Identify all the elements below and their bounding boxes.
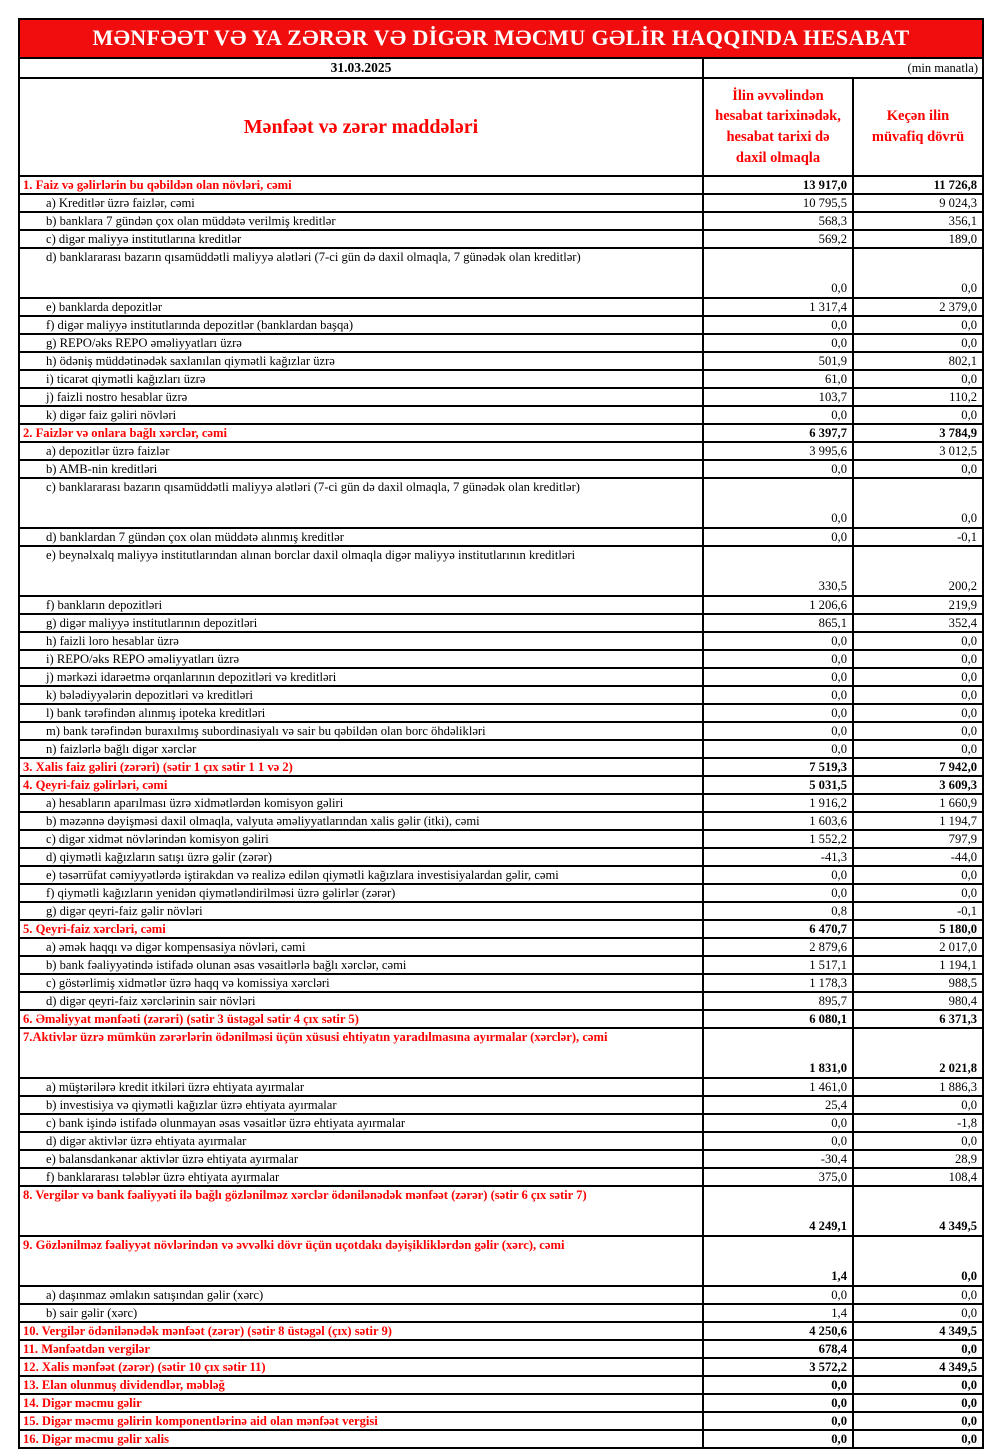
row-value-current-period: 0,0 bbox=[703, 316, 853, 334]
row-value-current-period: 6 080,1 bbox=[703, 1010, 853, 1028]
table-row bbox=[19, 1168, 983, 1186]
table-row bbox=[19, 230, 983, 248]
table-row bbox=[19, 406, 983, 424]
section-row-label: 3. Xalis faiz gəliri (zərəri) (sətir 1 çıx sətir 1 1 və 2) bbox=[19, 758, 703, 776]
row-value-current-period: 0,0 bbox=[703, 650, 853, 668]
table-row bbox=[19, 632, 983, 650]
item-row-label: g) digər qeyri-faiz gəlir növləri bbox=[19, 902, 703, 920]
table-row bbox=[19, 650, 983, 668]
row-value-previous-period: 108,4 bbox=[853, 1168, 983, 1186]
table-row bbox=[19, 528, 983, 546]
row-value-current-period: 375,0 bbox=[703, 1168, 853, 1186]
section-row-label: 9. Gözlənilməz fəaliyyət növlərindən və əvvəlki dövr üçün uçotdakı dəyişikliklərdən gəlir (xərc), cəmi bbox=[19, 1236, 703, 1286]
table-row bbox=[19, 794, 983, 812]
row-value-previous-period: 0,0 bbox=[853, 1412, 983, 1430]
row-value-previous-period: 0,0 bbox=[853, 1236, 983, 1286]
table-row bbox=[19, 614, 983, 632]
table-row bbox=[19, 334, 983, 352]
section-row-label: 7.Aktivlər üzrə mümkün zərərlərin ödənilməsi üçün xüsusi ehtiyatın yaradılmasına ayırmalar (xərclər), cəmi bbox=[19, 1028, 703, 1078]
item-row-label: e) təsərrüfat cəmiyyətlərdə iştirakdan və realizə edilən qiymətli kağızlara investisiyalardan gəlir, cəmi bbox=[19, 866, 703, 884]
row-value-previous-period: 110,2 bbox=[853, 388, 983, 406]
item-row-label: b) AMB-nin kreditləri bbox=[19, 460, 703, 478]
row-value-current-period: 3 572,2 bbox=[703, 1358, 853, 1376]
row-value-previous-period: 0,0 bbox=[853, 1430, 983, 1448]
table-row bbox=[19, 460, 983, 478]
row-value-current-period: 5 031,5 bbox=[703, 776, 853, 794]
row-value-previous-period: 988,5 bbox=[853, 974, 983, 992]
item-row-label: g) REPO/əks REPO əməliyyatları üzrə bbox=[19, 334, 703, 352]
table-row bbox=[19, 212, 983, 230]
item-row-label: a) daşınmaz əmlakın satışından gəlir (xərc) bbox=[19, 1286, 703, 1304]
unit-note: (min manatla) bbox=[703, 58, 983, 78]
item-row-label: c) digər maliyyə institutlarına kreditlər bbox=[19, 230, 703, 248]
row-value-current-period: 0,0 bbox=[703, 704, 853, 722]
table-row bbox=[19, 1322, 983, 1340]
row-value-previous-period: 0,0 bbox=[853, 650, 983, 668]
table-row bbox=[19, 194, 983, 212]
table-row bbox=[19, 388, 983, 406]
table-row bbox=[19, 866, 983, 884]
row-value-previous-period: 2 017,0 bbox=[853, 938, 983, 956]
row-value-previous-period: 3 784,9 bbox=[853, 424, 983, 442]
row-value-current-period: 1 461,0 bbox=[703, 1078, 853, 1096]
financial-statement-table bbox=[18, 18, 984, 1449]
row-value-previous-period: 356,1 bbox=[853, 212, 983, 230]
section-row-label: 15. Digər məcmu gəlirin komponentlərinə aid olan mənfəət vergisi bbox=[19, 1412, 703, 1430]
row-value-previous-period: 0,0 bbox=[853, 704, 983, 722]
table-row bbox=[19, 596, 983, 614]
row-value-previous-period: 0,0 bbox=[853, 334, 983, 352]
table-row bbox=[19, 442, 983, 460]
section-row-label: 8. Vergilər və bank fəaliyyəti ilə bağlı gözlənilməz xərclər ödənilənədək mənfəət (zərər) (sətir 6 çıx sətir 7) bbox=[19, 1186, 703, 1236]
item-row-label: f) digər maliyyə institutlarında depozitlər (banklardan başqa) bbox=[19, 316, 703, 334]
row-value-previous-period: 0,0 bbox=[853, 478, 983, 528]
table-row bbox=[19, 776, 983, 794]
table-row bbox=[19, 938, 983, 956]
row-value-current-period: 0,0 bbox=[703, 1412, 853, 1430]
item-row-label: c) bank işində istifadə olunmayan əsas vəsaitlər üzrə ehtiyata ayırmalar bbox=[19, 1114, 703, 1132]
row-value-current-period: 0,0 bbox=[703, 740, 853, 758]
table-row bbox=[19, 956, 983, 974]
table-row bbox=[19, 884, 983, 902]
section-row-label: 10. Vergilər ödənilənədək mənfəət (zərər) (sətir 8 üstəgəl (çıx) sətir 9) bbox=[19, 1322, 703, 1340]
title-row bbox=[19, 19, 983, 58]
item-row-label: b) məzənnə dəyişməsi daxil olmaqla, valyuta əməliyyatlarından xalis gəlir (itki), cəmi bbox=[19, 812, 703, 830]
row-value-previous-period: 0,0 bbox=[853, 248, 983, 298]
table-row bbox=[19, 758, 983, 776]
item-row-label: e) balansdankənar aktivlər üzrə ehtiyata ayırmalar bbox=[19, 1150, 703, 1168]
item-row-label: k) digər faiz gəliri növləri bbox=[19, 406, 703, 424]
row-value-previous-period: 0,0 bbox=[853, 1394, 983, 1412]
row-value-current-period: 0,0 bbox=[703, 632, 853, 650]
row-value-current-period: 0,0 bbox=[703, 686, 853, 704]
section-row-label: 12. Xalis mənfəət (zərər) (sətir 10 çıx sətir 11) bbox=[19, 1358, 703, 1376]
item-row-label: d) digər aktivlər üzrə ehtiyata ayırmalar bbox=[19, 1132, 703, 1150]
row-value-previous-period: 0,0 bbox=[853, 1132, 983, 1150]
row-value-current-period: 7 519,3 bbox=[703, 758, 853, 776]
item-row-label: d) banklararası bazarın qısamüddətli maliyyə alətləri (7-ci gün də daxil olmaqla, 7 günədək olan kreditlər) bbox=[19, 248, 703, 298]
row-value-current-period: 13 917,0 bbox=[703, 176, 853, 194]
table-row bbox=[19, 546, 983, 596]
row-value-current-period: 1,4 bbox=[703, 1304, 853, 1322]
row-value-current-period: 1 178,3 bbox=[703, 974, 853, 992]
row-value-current-period: 865,1 bbox=[703, 614, 853, 632]
row-value-current-period: 3 995,6 bbox=[703, 442, 853, 460]
row-value-current-period: 1 517,1 bbox=[703, 956, 853, 974]
row-value-previous-period: 3 012,5 bbox=[853, 442, 983, 460]
item-row-label: h) ödəniş müddətinədək saxlanılan qiymətli kağızlar üzrə bbox=[19, 352, 703, 370]
row-value-previous-period: 0,0 bbox=[853, 866, 983, 884]
row-value-current-period: 0,0 bbox=[703, 1376, 853, 1394]
table-row bbox=[19, 1186, 983, 1236]
row-value-current-period: 1 831,0 bbox=[703, 1028, 853, 1078]
statement-rows bbox=[19, 176, 983, 1448]
item-row-label: d) digər qeyri-faiz xərclərinin sair növləri bbox=[19, 992, 703, 1010]
row-value-previous-period: 9 024,3 bbox=[853, 194, 983, 212]
row-value-previous-period: 0,0 bbox=[853, 668, 983, 686]
table-row bbox=[19, 1114, 983, 1132]
row-value-previous-period: 0,0 bbox=[853, 406, 983, 424]
row-value-previous-period: 0,0 bbox=[853, 1286, 983, 1304]
item-row-label: e) beynəlxalq maliyyə institutlarından alınan borclar daxil olmaqla digər maliyyə institutlarının kreditləri bbox=[19, 546, 703, 596]
row-value-current-period: 0,0 bbox=[703, 1430, 853, 1448]
table-row bbox=[19, 830, 983, 848]
previous-period-column-header: Keçən ilin müvafiq dövrü bbox=[853, 78, 983, 176]
item-row-label: l) bank tərəfindən alınmış ipoteka kreditləri bbox=[19, 704, 703, 722]
table-row bbox=[19, 370, 983, 388]
column-header-row bbox=[19, 78, 983, 176]
row-value-current-period: 0,0 bbox=[703, 528, 853, 546]
item-row-label: k) bələdiyyələrin depozitləri və kreditləri bbox=[19, 686, 703, 704]
row-value-current-period: -41,3 bbox=[703, 848, 853, 866]
section-row-label: 2. Faizlər və onlara bağlı xərclər, cəmi bbox=[19, 424, 703, 442]
row-value-current-period: 4 250,6 bbox=[703, 1322, 853, 1340]
item-row-label: m) bank tərəfindən buraxılmış subordinasiyalı və sair bu qəbildən olan borc öhdəlikləri bbox=[19, 722, 703, 740]
row-value-previous-period: 4 349,5 bbox=[853, 1322, 983, 1340]
row-value-current-period: 0,0 bbox=[703, 334, 853, 352]
table-row bbox=[19, 1430, 983, 1448]
item-row-label: c) digər xidmət növlərindən komisyon gəliri bbox=[19, 830, 703, 848]
row-value-current-period: 103,7 bbox=[703, 388, 853, 406]
item-row-label: d) qiymətli kağızların satışı üzrə gəlir (zərər) bbox=[19, 848, 703, 866]
item-row-label: b) investisiya və qiymətli kağızlar üzrə ehtiyata ayırmalar bbox=[19, 1096, 703, 1114]
table-row bbox=[19, 1236, 983, 1286]
table-row bbox=[19, 176, 983, 194]
current-period-column-header: İlin əvvəlindən hesabat tarixinədək, hesabat tarixi də daxil olmaqla bbox=[703, 78, 853, 176]
item-row-label: c) göstərlimiş xidmətlər üzrə haqq və komissiya xərcləri bbox=[19, 974, 703, 992]
row-value-previous-period: 0,0 bbox=[853, 1376, 983, 1394]
item-row-label: f) banklararası tələblər üzrə ehtiyata ayırmalar bbox=[19, 1168, 703, 1186]
item-row-label: g) digər maliyyə institutlarının depozitləri bbox=[19, 614, 703, 632]
row-value-previous-period: 797,9 bbox=[853, 830, 983, 848]
row-value-current-period: 1 206,6 bbox=[703, 596, 853, 614]
row-value-previous-period: 1 194,7 bbox=[853, 812, 983, 830]
item-row-label: n) faizlərlə bağlı digər xərclər bbox=[19, 740, 703, 758]
row-value-current-period: 0,0 bbox=[703, 722, 853, 740]
row-value-previous-period: 189,0 bbox=[853, 230, 983, 248]
item-row-label: a) əmək haqqı və digər kompensasiya növləri, cəmi bbox=[19, 938, 703, 956]
row-value-previous-period: 0,0 bbox=[853, 884, 983, 902]
table-row bbox=[19, 1286, 983, 1304]
table-row bbox=[19, 848, 983, 866]
row-value-current-period: 0,0 bbox=[703, 460, 853, 478]
row-value-current-period: 501,9 bbox=[703, 352, 853, 370]
item-row-label: a) depozitlər üzrə faizlər bbox=[19, 442, 703, 460]
row-value-current-period: 1 317,4 bbox=[703, 298, 853, 316]
item-row-label: b) bank fəaliyyətində istifadə olunan əsas vəsaitlərlə bağlı xərclər, cəmi bbox=[19, 956, 703, 974]
row-value-previous-period: 0,0 bbox=[853, 1304, 983, 1322]
row-value-previous-period: 352,4 bbox=[853, 614, 983, 632]
row-value-current-period: 1,4 bbox=[703, 1236, 853, 1286]
table-row bbox=[19, 1376, 983, 1394]
section-row-label: 6. Əməliyyat mənfəəti (zərəri) (sətir 3 üstəgəl sətir 4 çıx sətir 5) bbox=[19, 1010, 703, 1028]
row-value-previous-period: 0,0 bbox=[853, 460, 983, 478]
row-value-previous-period: 3 609,3 bbox=[853, 776, 983, 794]
table-row bbox=[19, 740, 983, 758]
row-value-current-period: 330,5 bbox=[703, 546, 853, 596]
item-row-label: f) bankların depozitləri bbox=[19, 596, 703, 614]
row-value-previous-period: -0,1 bbox=[853, 528, 983, 546]
items-column-header: Mənfəət və zərər maddələri bbox=[19, 78, 703, 176]
row-value-previous-period: 11 726,8 bbox=[853, 176, 983, 194]
row-value-current-period: 0,0 bbox=[703, 406, 853, 424]
row-value-previous-period: 0,0 bbox=[853, 740, 983, 758]
row-value-previous-period: 0,0 bbox=[853, 1340, 983, 1358]
item-row-label: a) hesabların aparılması üzrə xidmətlərdən komisyon gəliri bbox=[19, 794, 703, 812]
row-value-current-period: 678,4 bbox=[703, 1340, 853, 1358]
row-value-previous-period: 1 886,3 bbox=[853, 1078, 983, 1096]
row-value-previous-period: 28,9 bbox=[853, 1150, 983, 1168]
row-value-current-period: 0,0 bbox=[703, 1286, 853, 1304]
row-value-previous-period: 980,4 bbox=[853, 992, 983, 1010]
row-value-current-period: 0,0 bbox=[703, 478, 853, 528]
item-row-label: c) banklararası bazarın qısamüddətli maliyyə alətləri (7-ci gün də daxil olmaqla, 7 günədək olan kreditlər) bbox=[19, 478, 703, 528]
row-value-previous-period: -0,1 bbox=[853, 902, 983, 920]
row-value-current-period: 0,0 bbox=[703, 248, 853, 298]
row-value-current-period: 0,0 bbox=[703, 866, 853, 884]
item-row-label: i) ticarət qiymətli kağızları üzrə bbox=[19, 370, 703, 388]
table-row bbox=[19, 992, 983, 1010]
report-date: 31.03.2025 bbox=[19, 58, 703, 78]
row-value-current-period: 0,0 bbox=[703, 1132, 853, 1150]
row-value-previous-period: -44,0 bbox=[853, 848, 983, 866]
row-value-previous-period: 4 349,5 bbox=[853, 1186, 983, 1236]
row-value-current-period: 4 249,1 bbox=[703, 1186, 853, 1236]
row-value-previous-period: 4 349,5 bbox=[853, 1358, 983, 1376]
item-row-label: b) sair gəlir (xərc) bbox=[19, 1304, 703, 1322]
table-row bbox=[19, 686, 983, 704]
row-value-previous-period: 0,0 bbox=[853, 370, 983, 388]
table-row bbox=[19, 722, 983, 740]
report-title: MƏNFƏƏT VƏ YA ZƏRƏR VƏ DİGƏR MƏCMU GƏLİR HAQQINDA HESABAT bbox=[19, 19, 983, 58]
table-row bbox=[19, 1304, 983, 1322]
row-value-previous-period: 200,2 bbox=[853, 546, 983, 596]
section-row-label: 13. Elan olunmuş dividendlər, məbləğ bbox=[19, 1376, 703, 1394]
section-row-label: 1. Faiz və gəlirlərin bu qəbildən olan növləri, cəmi bbox=[19, 176, 703, 194]
row-value-previous-period: 1 660,9 bbox=[853, 794, 983, 812]
row-value-current-period: 895,7 bbox=[703, 992, 853, 1010]
table-row bbox=[19, 1394, 983, 1412]
row-value-current-period: 1 916,2 bbox=[703, 794, 853, 812]
row-value-previous-period: 0,0 bbox=[853, 316, 983, 334]
row-value-current-period: 10 795,5 bbox=[703, 194, 853, 212]
row-value-previous-period: 0,0 bbox=[853, 686, 983, 704]
section-row-label: 4. Qeyri-faiz gəlirləri, cəmi bbox=[19, 776, 703, 794]
row-value-current-period: 569,2 bbox=[703, 230, 853, 248]
table-row bbox=[19, 1358, 983, 1376]
table-row bbox=[19, 352, 983, 370]
table-row bbox=[19, 704, 983, 722]
row-value-current-period: 6 397,7 bbox=[703, 424, 853, 442]
row-value-previous-period: 7 942,0 bbox=[853, 758, 983, 776]
item-row-label: f) qiymətli kağızların yenidən qiymətləndirilməsi üzrə gəlirlər (zərər) bbox=[19, 884, 703, 902]
row-value-current-period: 6 470,7 bbox=[703, 920, 853, 938]
table-row bbox=[19, 478, 983, 528]
row-value-previous-period: 2 379,0 bbox=[853, 298, 983, 316]
table-row bbox=[19, 974, 983, 992]
table-row bbox=[19, 1096, 983, 1114]
table-row bbox=[19, 1340, 983, 1358]
row-value-current-period: 0,0 bbox=[703, 668, 853, 686]
row-value-previous-period: 2 021,8 bbox=[853, 1028, 983, 1078]
row-value-previous-period: 5 180,0 bbox=[853, 920, 983, 938]
table-row bbox=[19, 668, 983, 686]
table-row bbox=[19, 316, 983, 334]
row-value-current-period: 1 603,6 bbox=[703, 812, 853, 830]
item-row-label: j) faizli nostro hesablar üzrə bbox=[19, 388, 703, 406]
date-row bbox=[19, 58, 983, 78]
row-value-current-period: 0,0 bbox=[703, 1114, 853, 1132]
row-value-previous-period: 0,0 bbox=[853, 722, 983, 740]
item-row-label: a) Kreditlər üzrə faizlər, cəmi bbox=[19, 194, 703, 212]
table-row bbox=[19, 1078, 983, 1096]
table-row bbox=[19, 1412, 983, 1430]
table-row bbox=[19, 298, 983, 316]
row-value-current-period: 25,4 bbox=[703, 1096, 853, 1114]
row-value-current-period: 0,8 bbox=[703, 902, 853, 920]
table-row bbox=[19, 248, 983, 298]
row-value-current-period: -30,4 bbox=[703, 1150, 853, 1168]
table-row bbox=[19, 424, 983, 442]
section-row-label: 16. Digər məcmu gəlir xalis bbox=[19, 1430, 703, 1448]
row-value-previous-period: 219,9 bbox=[853, 596, 983, 614]
item-row-label: i) REPO/əks REPO əməliyyatları üzrə bbox=[19, 650, 703, 668]
section-row-label: 5. Qeyri-faiz xərcləri, cəmi bbox=[19, 920, 703, 938]
item-row-label: e) banklarda depozitlər bbox=[19, 298, 703, 316]
row-value-previous-period: 1 194,1 bbox=[853, 956, 983, 974]
item-row-label: h) faizli loro hesablar üzrə bbox=[19, 632, 703, 650]
table-row bbox=[19, 920, 983, 938]
table-row bbox=[19, 1028, 983, 1078]
section-row-label: 11. Mənfəətdən vergilər bbox=[19, 1340, 703, 1358]
item-row-label: a) müştərilərə kredit itkiləri üzrə ehtiyata ayırmalar bbox=[19, 1078, 703, 1096]
row-value-current-period: 568,3 bbox=[703, 212, 853, 230]
row-value-previous-period: 802,1 bbox=[853, 352, 983, 370]
table-row bbox=[19, 1150, 983, 1168]
row-value-previous-period: -1,8 bbox=[853, 1114, 983, 1132]
row-value-current-period: 0,0 bbox=[703, 1394, 853, 1412]
row-value-current-period: 0,0 bbox=[703, 884, 853, 902]
row-value-current-period: 61,0 bbox=[703, 370, 853, 388]
item-row-label: b) banklara 7 gündən çox olan müddətə verilmiş kreditlər bbox=[19, 212, 703, 230]
item-row-label: d) banklardan 7 gündən çox olan müddətə alınmış kreditlər bbox=[19, 528, 703, 546]
item-row-label: j) mərkəzi idarəetmə orqanlarının depozitləri və kreditləri bbox=[19, 668, 703, 686]
row-value-previous-period: 0,0 bbox=[853, 632, 983, 650]
section-row-label: 14. Digər məcmu gəlir bbox=[19, 1394, 703, 1412]
row-value-previous-period: 0,0 bbox=[853, 1096, 983, 1114]
table-row bbox=[19, 1132, 983, 1150]
table-row bbox=[19, 902, 983, 920]
row-value-current-period: 1 552,2 bbox=[703, 830, 853, 848]
table-row bbox=[19, 812, 983, 830]
row-value-previous-period: 6 371,3 bbox=[853, 1010, 983, 1028]
row-value-current-period: 2 879,6 bbox=[703, 938, 853, 956]
table-row bbox=[19, 1010, 983, 1028]
